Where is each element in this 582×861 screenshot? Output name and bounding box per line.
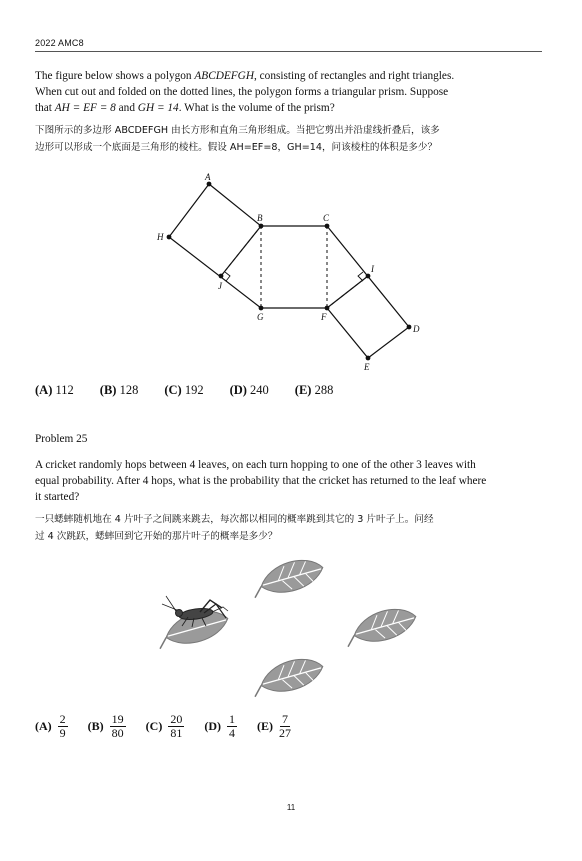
fraction: $\frac{19}{80}$ [111,712,124,740]
point-e [366,356,371,361]
polygon-name: ABCDEFGH [194,70,255,82]
label-d: D [413,324,420,334]
choice-25-a[interactable]: (A) $\frac{2}{9}$ [35,712,66,740]
point-i [366,274,371,279]
leaf-graphics [155,556,419,696]
choice-e[interactable]: (E) 288 [294,383,334,397]
point-b [259,224,264,229]
problem25-label: Problem 25 [35,433,88,445]
problem24-chinese-text: 下图所示的多边形 ABCDEFGH 由长方形和直角三角形组成。当把它剪出并沿虚线折叠后，该多 边形可以形成一个底面是三角形的棱柱。假设 AH=EF=8，GH=14，问该棱柱的体积是多少？ [35,125,440,153]
problem25-chinese-text: 一只蟋蟀随机地在 4 片叶子之间跳来跳去，每次都以相同的概率跳到其它的 3 片叶子上。问经 过 4 次跳跃，蟋蟀回到它开始的那片叶子的概率是多少？ [35,514,434,542]
choice-25-d[interactable]: (D) $\frac{1}{4}$ [204,712,236,740]
label-c: C [323,213,330,223]
fraction: $\frac{20}{81}$ [170,712,183,740]
point-d [407,325,412,330]
leaf-bottom-icon [250,655,326,696]
label-g: G [257,312,264,322]
leaf-top-icon [250,556,326,597]
fraction: $\frac{7}{27}$ [279,712,292,740]
right-angle-mark-i [358,272,363,281]
choice-a[interactable]: (A) 112 [35,383,74,397]
choice-d[interactable]: (D) 240 [229,383,269,397]
choice-25-b[interactable]: (B) $\frac{19}{80}$ [87,712,124,740]
point-f [325,306,330,311]
label-b: B [257,213,263,223]
point-a [207,182,212,187]
fold-line-fi [327,276,368,308]
choice-c[interactable]: (C) 192 [164,383,204,397]
point-c [325,224,330,229]
problem25-choices [35,713,291,740]
label-h: H [157,232,164,242]
choice-25-e[interactable]: (E) $\frac{7}{27}$ [257,712,292,740]
fraction: $\frac{2}{9}$ [59,712,66,740]
label-i: I [371,264,374,274]
label-j: J [218,281,222,291]
leaf-right-icon [343,605,419,646]
problem24-choices [35,383,333,398]
equation-gh: GH = 14 [137,102,179,114]
equation-ah-ef: AH = EF = 8 [54,102,116,114]
page-header: 2022 AMC8 [35,38,84,48]
page-number: 11 [286,803,296,812]
label-a: A [205,172,211,182]
problem24-text: The figure below shows a polygon ABCDEFGH, consisting of rectangles and right triangles. When cut out and folded on the dotted lines, the polygon forms a triangular prism. Suppose that AH = EF = 8 and GH = 14. What is the volume of the prism? [35,70,455,114]
label-e: E [364,362,370,372]
fraction: $\frac{1}{4}$ [229,712,236,740]
problem25-text: A cricket randomly hops between 4 leaves, on each turn hopping to one of the other 3 leaves with equal probability. After 4 hops, what is the probability that the cricket has returned to the leaf where it started? [35,459,487,503]
right-angle-mark-j [225,272,230,281]
label-f: F [321,312,327,322]
point-g [259,306,264,311]
point-j [219,274,224,279]
point-h [167,235,172,240]
choice-25-c[interactable]: (C) $\frac{20}{81}$ [145,712,183,740]
choice-b[interactable]: (B) 128 [99,383,139,397]
